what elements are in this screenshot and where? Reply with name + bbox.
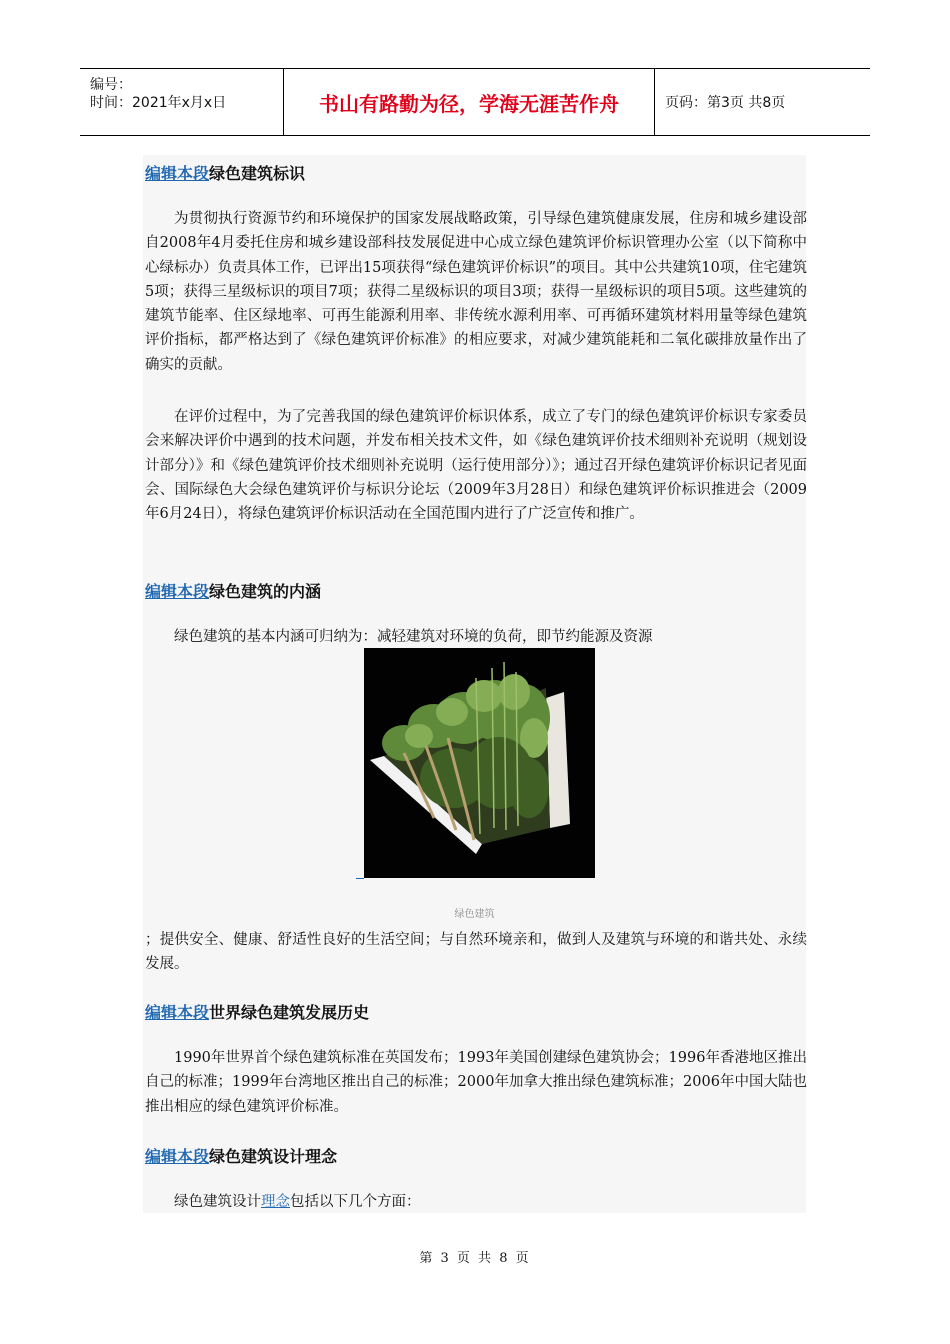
green-building-photo[interactable] [364, 648, 595, 878]
document-number: 编号： [90, 77, 132, 93]
paragraph: 绿色建筑的基本内涵可归纳为：减轻建筑对环境的负荷，即节约能源及资源 [174, 629, 653, 645]
paragraph [145, 1190, 807, 1214]
section-title: 绿色建筑标识 [209, 164, 306, 183]
page-footer: 第 3 页 共 8 页 [419, 1251, 531, 1266]
section-heading-green-building-label [145, 161, 305, 184]
page-header [80, 68, 870, 136]
header-motto: 书山有路勤为径，学海无涯苦作舟 [283, 69, 655, 135]
paragraph: ；提供安全、健康、舒适性良好的生活空间；与自然环境亲和，做到人及建筑与环境的和谐共处、永续发展。 [145, 932, 807, 973]
header-page-number: 页码：第3页 共8页 [665, 95, 786, 111]
edit-section-link[interactable]: 编辑本段 [145, 164, 210, 183]
concept-link[interactable]: 理念 [261, 1194, 290, 1210]
section-title: 绿色建筑设计理念 [209, 1147, 338, 1166]
paragraph: 1990年世界首个绿色建筑标准在英国发布；1993年美国创建绿色建筑协会；1996年香港地区推出自己的标准；1999年台湾地区推出自己的标准；2000年加拿大推出绿色建筑标准；2006年中国大陆也推出相应的绿色建筑评价标准。 [145, 1050, 807, 1115]
section-title: 世界绿色建筑发展历史 [209, 1003, 370, 1022]
paragraph-text: 绿色建筑设计 [174, 1194, 261, 1210]
image-link-underline [356, 878, 364, 879]
edit-section-link[interactable]: 编辑本段 [145, 582, 210, 601]
figure-caption: 绿色建筑 [454, 909, 495, 920]
paragraph-text: 包括以下几个方面： [290, 1194, 421, 1210]
section-heading-connotation [145, 579, 321, 602]
header-meta [80, 69, 283, 135]
paragraph: 在评价过程中，为了完善我国的绿色建筑评价标识体系，成立了专门的绿色建筑评价标识专家委员会来解决评价中遇到的技术问题，并发布相关技术文件，如《绿色建筑评价技术细则补充说明（规划设计部分）》和《绿色建筑评价技术细则补充说明（运行使用部分）》；通过召开绿色建筑评价标识记者见面会、国际绿色大会绿色建筑评价与标识分论坛（2009年3月28日）和绿色建筑评价标识推进会（2009年6月24日），将绿色建筑评价标识活动在全国范围内进行了广泛宣传和推广。 [145, 409, 807, 523]
section-heading-history [145, 1000, 369, 1023]
section-heading-design-concept [145, 1144, 337, 1167]
edit-section-link[interactable]: 编辑本段 [145, 1003, 210, 1022]
green-wall-illustration [364, 648, 595, 878]
paragraph: 为贯彻执行资源节约和环境保护的国家发展战略政策，引导绿色建筑健康发展，住房和城乡建设部自2008年4月委托住房和城乡建设部科技发展促进中心成立绿色建筑评价标识管理办公室（以下简称中心绿标办）负责具体工作，已评出15项获得“绿色建筑评价标识”的项目。其中公共建筑10项，住宅建筑5项；获得三星级标识的项目7项；获得二星级标识的项目3项；获得一星级标识的项目5项。这些建筑的建筑节能率、住区绿地率、可再生能源利用率、非传统水源利用率、可再循环建筑材料用量等绿色建筑评价指标，都严格达到了《绿色建筑评价标准》的相应要求，对减少建筑能耗和二氧化碳排放量作出了确实的贡献。 [145, 211, 807, 373]
document-date: 时间：2021年x月x日 [90, 95, 227, 111]
edit-section-link[interactable]: 编辑本段 [145, 1147, 210, 1166]
section-title: 绿色建筑的内涵 [209, 582, 322, 601]
